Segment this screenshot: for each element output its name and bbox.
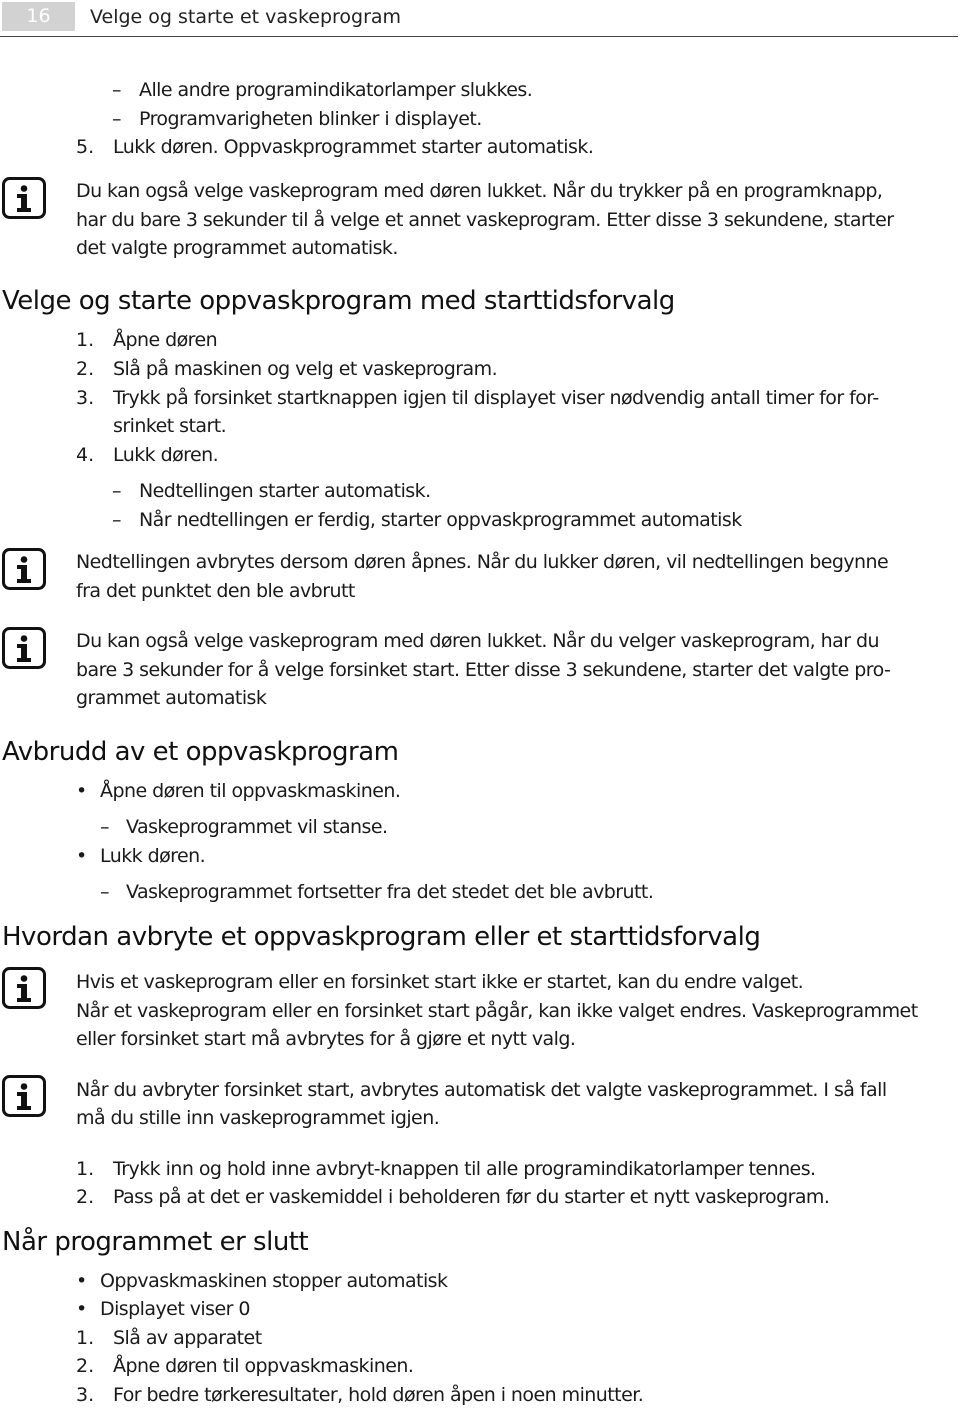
step-text: Slå på maskinen og velg et vaskeprogram. bbox=[113, 358, 498, 380]
page-number: 16 bbox=[2, 2, 75, 31]
dash-item: Alle andre programindikatorlamper slukkes. bbox=[139, 79, 533, 101]
step-number: 3. bbox=[76, 387, 95, 409]
step-number: 1. bbox=[76, 1327, 95, 1349]
step-number: 2. bbox=[76, 1355, 95, 1377]
info-icon bbox=[2, 177, 46, 219]
dash-marker: – bbox=[112, 509, 122, 531]
note-line: Hvis et vaskeprogram eller en forsinket start ikke er startet, kan du endre valget. bbox=[76, 971, 804, 993]
note-line: har du bare 3 sekunder til å velge et annet vaskeprogram. Etter disse 3 sekundene, starter bbox=[76, 209, 894, 231]
step-number: 2. bbox=[76, 358, 95, 380]
dash-marker: – bbox=[112, 480, 122, 502]
note-line: Nedtellingen avbrytes dersom døren åpnes. Når du lukker døren, vil nedtellingen begynne bbox=[76, 551, 889, 573]
dash-marker: – bbox=[100, 881, 110, 903]
bullet-item: Displayet viser 0 bbox=[100, 1298, 250, 1320]
info-icon bbox=[2, 627, 46, 669]
section-heading: Hvordan avbryte et oppvaskprogram eller et starttidsforvalg bbox=[2, 922, 761, 952]
header-rule bbox=[0, 36, 958, 37]
dash-item: Nedtellingen starter automatisk. bbox=[139, 480, 431, 502]
dash-item: Vaskeprogrammet fortsetter fra det stedet det ble avbrutt. bbox=[126, 881, 654, 903]
dash-item: Programvarigheten blinker i displayet. bbox=[139, 108, 482, 130]
step-number: 5. bbox=[76, 136, 95, 158]
page-header bbox=[0, 0, 960, 40]
section-heading: Avbrudd av et oppvaskprogram bbox=[2, 737, 399, 767]
step-number: 4. bbox=[76, 444, 95, 466]
step-text: Lukk døren. Oppvaskprogrammet starter automatisk. bbox=[113, 136, 594, 158]
running-title: Velge og starte et vaskeprogram bbox=[90, 6, 402, 28]
bullet-item: Åpne døren til oppvaskmaskinen. bbox=[100, 780, 401, 802]
step-text: Åpne døren bbox=[113, 329, 218, 351]
step-text: Slå av apparatet bbox=[113, 1327, 262, 1349]
info-icon bbox=[2, 967, 46, 1009]
bullet-marker: • bbox=[76, 1298, 88, 1320]
note-line: Du kan også velge vaskeprogram med døren lukket. Når du trykker på en programknapp, bbox=[76, 180, 883, 202]
step-text: For bedre tørkeresultater, hold døren åpen i noen minutter. bbox=[113, 1384, 644, 1406]
bullet-item: Lukk døren. bbox=[100, 845, 206, 867]
step-number: 1. bbox=[76, 329, 95, 351]
bullet-marker: • bbox=[76, 1270, 88, 1292]
step-text: Lukk døren. bbox=[113, 444, 219, 466]
dash-marker: – bbox=[100, 816, 110, 838]
bullet-item: Oppvaskmaskinen stopper automatisk bbox=[100, 1270, 448, 1292]
step-text: Trykk på forsinket startknappen igjen til displayet viser nødvendig antall timer for for- bbox=[113, 387, 879, 409]
note-line: Du kan også velge vaskeprogram med døren lukket. Når du velger vaskeprogram, har du bbox=[76, 630, 879, 652]
bullet-marker: • bbox=[76, 780, 88, 802]
bullet-marker: • bbox=[76, 845, 88, 867]
dash-marker: – bbox=[112, 79, 122, 101]
step-text: Pass på at det er vaskemiddel i beholderen før du starter et nytt vaskeprogram. bbox=[113, 1186, 830, 1208]
step-text-continued: srinket start. bbox=[113, 415, 227, 437]
dash-item: Vaskeprogrammet vil stanse. bbox=[126, 816, 388, 838]
note-line: det valgte programmet automatisk. bbox=[76, 237, 398, 259]
section-heading: Når programmet er slutt bbox=[2, 1227, 309, 1257]
note-line: eller forsinket start må avbrytes for å gjøre et nytt valg. bbox=[76, 1028, 576, 1050]
note-line: Når et vaskeprogram eller en forsinket start pågår, kan ikke valget endres. Vaskeprogrammet bbox=[76, 1000, 918, 1022]
note-line: fra det punktet den ble avbrutt bbox=[76, 580, 355, 602]
note-line: må du stille inn vaskeprogrammet igjen. bbox=[76, 1107, 440, 1129]
section-heading: Velge og starte oppvaskprogram med starttidsforvalg bbox=[2, 286, 675, 316]
step-text: Trykk inn og hold inne avbryt-knappen til alle programindikatorlamper tennes. bbox=[113, 1158, 816, 1180]
step-text: Åpne døren til oppvaskmaskinen. bbox=[113, 1355, 414, 1377]
info-icon bbox=[2, 1075, 46, 1117]
step-number: 1. bbox=[76, 1158, 95, 1180]
dash-marker: – bbox=[112, 108, 122, 130]
note-line: Når du avbryter forsinket start, avbrytes automatisk det valgte vaskeprogrammet. I så fall bbox=[76, 1079, 887, 1101]
step-number: 2. bbox=[76, 1186, 95, 1208]
note-line: bare 3 sekunder for å velge forsinket start. Etter disse 3 sekundene, starter det valgte pro- bbox=[76, 659, 891, 681]
dash-item: Når nedtellingen er ferdig, starter oppvaskprogrammet automatisk bbox=[139, 509, 742, 531]
note-line: grammet automatisk bbox=[76, 687, 267, 709]
step-number: 3. bbox=[76, 1384, 95, 1406]
info-icon bbox=[2, 548, 46, 590]
